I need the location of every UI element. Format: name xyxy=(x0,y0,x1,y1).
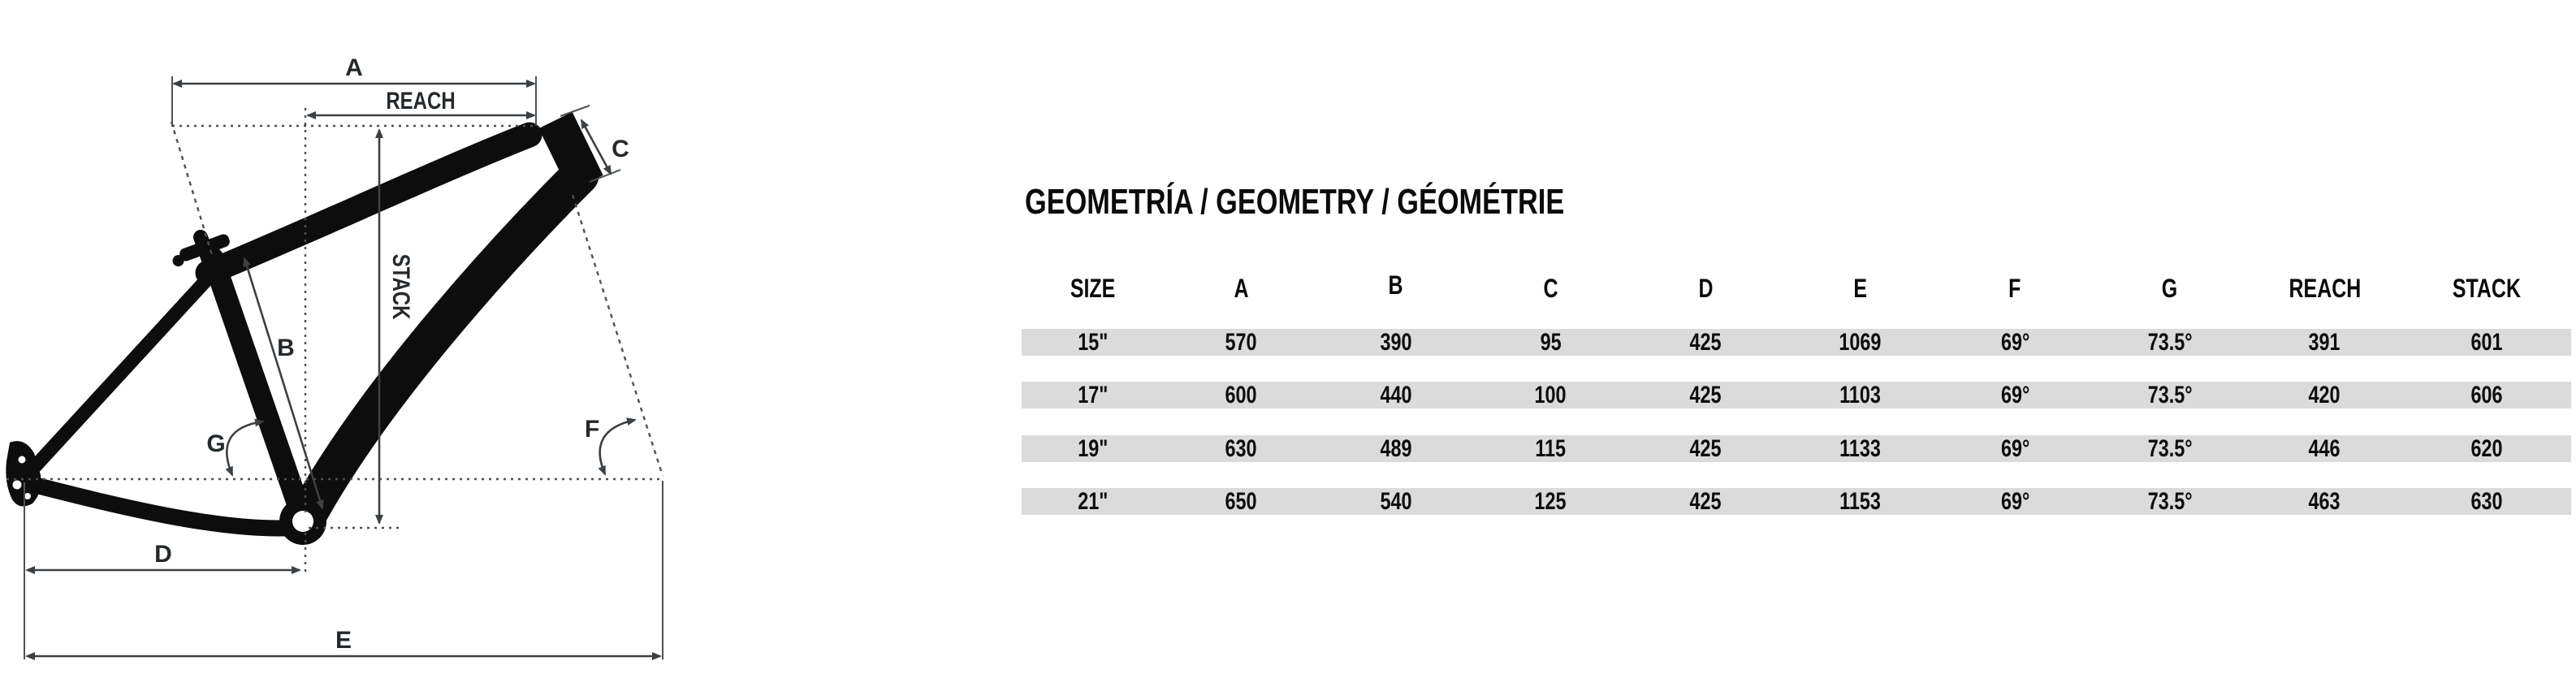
value-cell: 1133 xyxy=(1839,434,1882,462)
value-cell: 600 xyxy=(1225,382,1257,409)
c-top-extension-line xyxy=(560,106,590,116)
value-cell: 73.5° xyxy=(2147,434,2193,462)
value-cell: 391 xyxy=(2308,329,2340,356)
seat-tube xyxy=(213,258,304,521)
dim-g-angle-arc xyxy=(227,421,263,475)
value-cell: 650 xyxy=(1225,487,1257,515)
frame-geometry-diagram xyxy=(0,0,715,700)
label-d: D xyxy=(154,541,172,568)
column-header-g: G xyxy=(2162,274,2178,303)
value-cell: 425 xyxy=(1689,382,1722,409)
value-cell: 69° xyxy=(2000,329,2029,356)
seat-tube-axis-dashed-line xyxy=(171,122,212,255)
column-header-reach: REACH xyxy=(2289,274,2361,303)
column-header-b: B xyxy=(1388,270,1403,300)
label-g: G xyxy=(206,430,226,457)
table-row xyxy=(1022,329,2571,356)
table-row xyxy=(1022,382,2571,408)
column-header-d: D xyxy=(1698,274,1714,303)
value-cell: 69° xyxy=(2000,434,2029,462)
value-cell: 69° xyxy=(2000,382,2029,409)
column-header-stack: STACK xyxy=(2452,274,2521,303)
value-cell: 1103 xyxy=(1839,382,1882,409)
value-cell: 73.5° xyxy=(2147,329,2193,356)
label-b: B xyxy=(277,335,295,361)
value-cell: 95 xyxy=(1540,329,1562,356)
value-cell: 601 xyxy=(2470,329,2503,356)
column-header-f: F xyxy=(2008,274,2021,303)
value-cell: 115 xyxy=(1535,434,1567,462)
column-header-c: C xyxy=(1543,274,1558,303)
chain-stay xyxy=(31,484,294,529)
rear-dropout xyxy=(6,441,41,506)
table-row xyxy=(1022,435,2571,462)
column-header-size: SIZE xyxy=(1070,274,1116,303)
value-cell: 1069 xyxy=(1839,329,1882,356)
value-cell: 606 xyxy=(2470,382,2503,409)
value-cell: 440 xyxy=(1380,382,1412,409)
size-cell: 19" xyxy=(1077,434,1109,462)
size-cell: 17" xyxy=(1077,382,1109,409)
value-cell: 125 xyxy=(1534,487,1567,515)
size-cell: 21" xyxy=(1077,487,1109,515)
label-reach: REACH xyxy=(386,86,456,115)
value-cell: 73.5° xyxy=(2147,487,2193,515)
value-cell: 425 xyxy=(1689,487,1722,515)
value-cell: 390 xyxy=(1380,329,1412,356)
table-row xyxy=(1022,488,2571,515)
value-cell: 630 xyxy=(1225,434,1257,462)
label-f: F xyxy=(584,416,600,443)
column-header-a: A xyxy=(1234,274,1249,303)
value-cell: 630 xyxy=(2470,487,2503,515)
table-header-row xyxy=(1022,270,2571,303)
label-a: A xyxy=(345,54,363,81)
value-cell: 540 xyxy=(1380,487,1412,515)
column-header-e: E xyxy=(1853,274,1867,303)
value-cell: 425 xyxy=(1689,329,1722,356)
label-e: E xyxy=(335,627,352,654)
label-c: C xyxy=(612,136,629,162)
value-cell: 73.5° xyxy=(2147,382,2193,409)
value-cell: 446 xyxy=(2308,434,2340,462)
value-cell: 425 xyxy=(1689,434,1722,462)
value-cell: 463 xyxy=(2308,487,2340,515)
size-cell: 15" xyxy=(1077,329,1109,356)
value-cell: 489 xyxy=(1380,434,1412,462)
bottom-bracket xyxy=(279,498,326,545)
value-cell: 69° xyxy=(2000,487,2029,515)
value-cell: 1153 xyxy=(1839,487,1882,515)
dim-f-angle-arc xyxy=(600,420,635,474)
value-cell: 100 xyxy=(1534,382,1567,409)
geometry-panel xyxy=(1022,0,2571,700)
table-rows xyxy=(1022,329,2571,541)
label-stack: STACK xyxy=(387,253,416,320)
value-cell: 570 xyxy=(1225,329,1257,356)
value-cell: 420 xyxy=(2308,382,2340,409)
value-cell: 620 xyxy=(2470,434,2503,462)
section-title: GEOMETRÍA / GEOMETRY / GÉOMÉTRIE xyxy=(1025,182,1565,222)
seat-stay xyxy=(31,280,206,471)
down-tube xyxy=(309,175,580,513)
